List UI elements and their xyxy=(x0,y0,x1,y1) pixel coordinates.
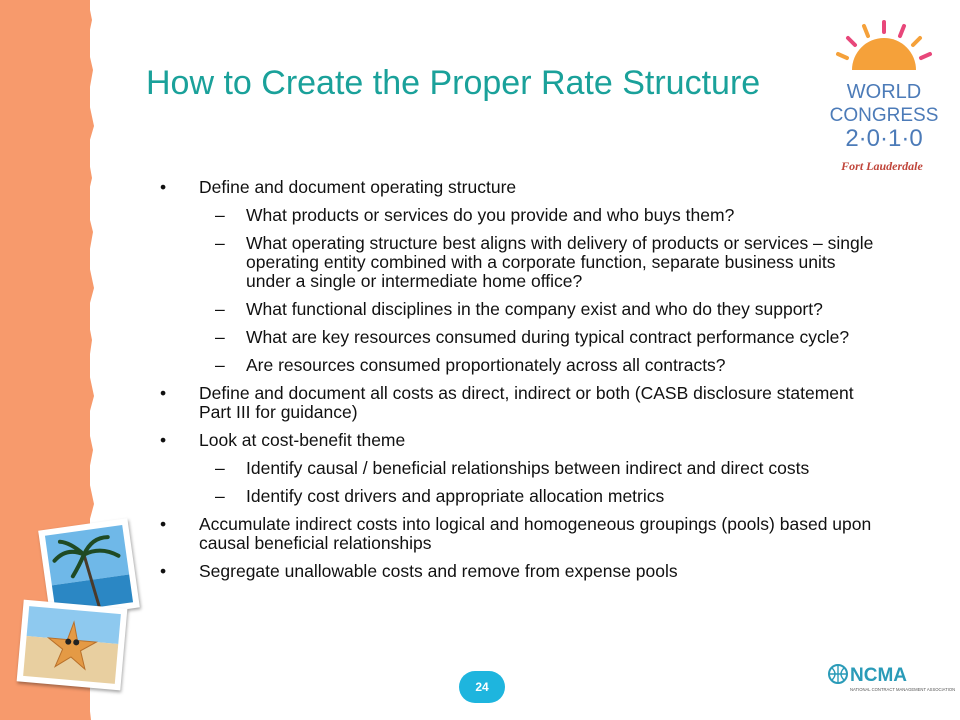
svg-text:2·0·1·0: 2·0·1·0 xyxy=(845,125,923,152)
sub-bullet-item xyxy=(160,206,880,225)
bullet-item xyxy=(160,562,880,581)
bullet-item xyxy=(160,178,880,197)
bullet-text: Identify causal / beneficial relationships between indirect and direct costs xyxy=(246,458,810,478)
bullet-text: Segregate unallowable costs and remove from expense pools xyxy=(199,561,678,581)
bullet-item xyxy=(160,384,880,422)
svg-text:NATIONAL CONTRACT MANAGEMENT A: NATIONAL CONTRACT MANAGEMENT ASSOCIATION xyxy=(850,687,956,692)
bullet-marker: • xyxy=(160,430,167,450)
sub-bullet-item xyxy=(160,300,880,319)
slide-title: How to Create the Proper Rate Structure xyxy=(146,64,761,102)
ncma-logo xyxy=(826,660,956,696)
page-number-badge: 24 xyxy=(459,671,505,703)
svg-text:WORLD: WORLD xyxy=(846,81,922,103)
svg-text:NCMA: NCMA xyxy=(850,665,907,686)
bullet-text: Define and document all costs as direct, indirect or both (CASB disclosure statement Part III for guidance) xyxy=(199,383,854,422)
dash-marker: – xyxy=(215,299,225,319)
bullet-list xyxy=(160,178,880,590)
sub-bullet-item xyxy=(160,234,880,291)
bullet-text: Look at cost-benefit theme xyxy=(199,430,406,450)
sub-bullet-item xyxy=(160,459,880,478)
bullet-item xyxy=(160,515,880,553)
bullet-text: Are resources consumed proportionately across all contracts? xyxy=(246,355,726,375)
bullet-text: Define and document operating structure xyxy=(199,177,517,197)
dash-marker: – xyxy=(215,458,225,478)
bullet-item xyxy=(160,431,880,450)
bullet-text: Identify cost drivers and appropriate allocation metrics xyxy=(246,486,665,506)
bullet-marker: • xyxy=(160,561,167,581)
sub-bullet-item xyxy=(160,356,880,375)
svg-text:CONGRESS: CONGRESS xyxy=(829,105,939,126)
sub-bullet-item xyxy=(160,328,880,347)
dash-marker: – xyxy=(215,486,225,506)
bullet-text: Accumulate indirect costs into logical and homogeneous groupings (pools) based upon causal beneficial relationships xyxy=(199,514,872,553)
bullet-marker: • xyxy=(160,514,167,534)
bullet-text: What are key resources consumed during typical contract performance cycle? xyxy=(246,327,850,347)
starfish-photo xyxy=(17,600,128,691)
world-congress-logo xyxy=(828,18,940,188)
bullet-text: What functional disciplines in the company exist and who do they support? xyxy=(246,299,823,319)
dash-marker: – xyxy=(215,355,225,375)
bullet-marker: • xyxy=(160,177,167,197)
dash-marker: – xyxy=(215,205,225,225)
sub-bullet-item xyxy=(160,487,880,506)
dash-marker: – xyxy=(215,233,225,253)
svg-text:Fort Lauderdale: Fort Lauderdale xyxy=(841,159,923,173)
bullet-text: What operating structure best aligns with delivery of products or services – single operating entity combined with a corporate function, separate business units under a single or intermediate home office? xyxy=(246,233,874,291)
bullet-marker: • xyxy=(160,383,167,403)
dash-marker: – xyxy=(215,327,225,347)
bullet-text: What products or services do you provide and who buys them? xyxy=(246,205,735,225)
